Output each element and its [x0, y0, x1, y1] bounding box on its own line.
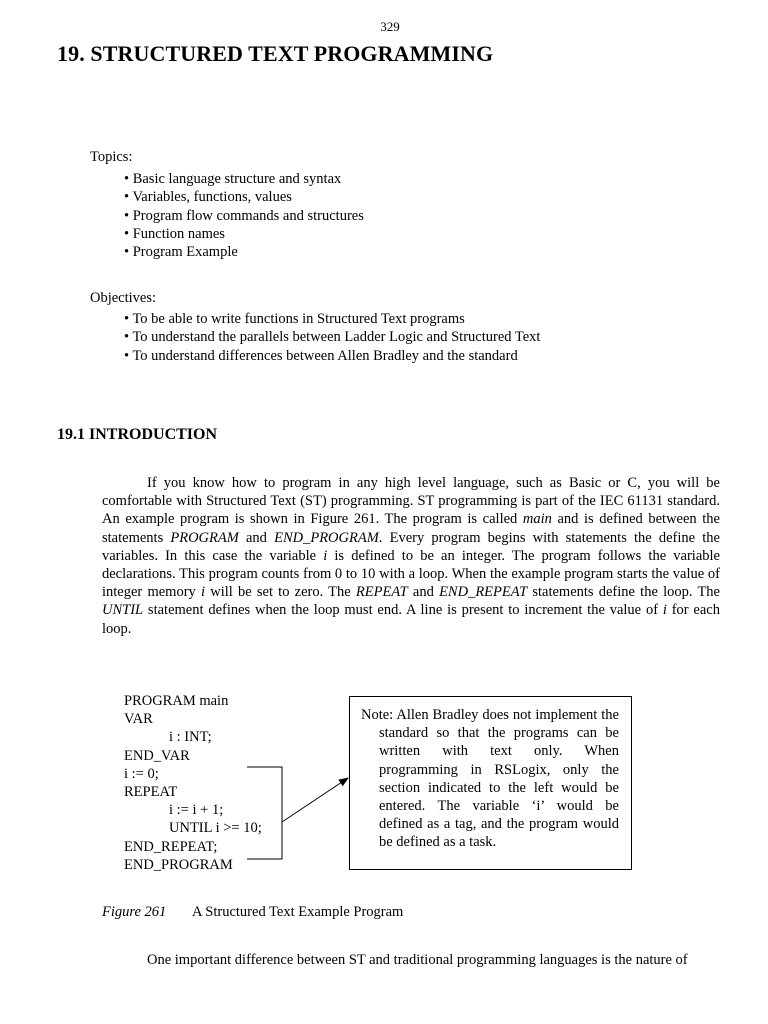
note-text: Note: Allen Bradley does not implement the standard so that the programs can be written with text only. When programming in RSLogix, only the section indicated to the left would be entered. The variable ‘i’ would be defined as a tag, and the program would be defined as a task.: [361, 707, 619, 851]
note-box: [349, 696, 632, 870]
code-line: i : INT;: [169, 729, 212, 746]
code-line: REPEAT: [124, 783, 178, 800]
code-line: i := i + 1;: [169, 802, 224, 819]
figure-label: Figure 261: [102, 904, 167, 920]
figure-caption: [102, 904, 403, 921]
list-item: • To understand differences between Allen Bradley and the standard: [124, 347, 518, 364]
closing-paragraph: One important difference between ST and traditional programming languages is the nature of: [147, 952, 688, 968]
code-line: END_PROGRAM: [124, 856, 233, 873]
code-line: END_REPEAT;: [124, 838, 218, 855]
section-heading: 19.1 INTRODUCTION: [57, 426, 218, 443]
code-listing: [124, 692, 262, 874]
code-line: i := 0;: [124, 765, 159, 782]
intro-paragraph: If you know how to program in any high level language, such as Basic or C, you will be comfortable with Structured Text (ST) programming. ST programming is part of the IEC 61131 standard. An example program is shown in Figure 261. The program is called main and is defined between the statements PROGRAM and END_PROGRAM. Every program begins with statements the define the variables. In this case the variable i is defined to be an integer. The program follows the variable declarations. This program counts from 0 to 10 with a loop. When the example program starts the value of integer memory i will be set to zero. The REPEAT and END_REPEAT statements define the loop. The UNTIL statement defines when the loop must end. A line is present to increment the value of i for each loop.: [102, 475, 720, 637]
objectives-label: Objectives:: [90, 290, 157, 306]
topics-list: [124, 170, 364, 261]
code-line: END_VAR: [124, 747, 190, 764]
arrow-line: [282, 778, 348, 822]
list-item: • Function names: [124, 225, 225, 242]
objectives-list: [124, 310, 540, 365]
list-item: • To understand the parallels between Ladder Logic and Structured Text: [124, 329, 541, 346]
chapter-title: 19. STRUCTURED TEXT PROGRAMMING: [57, 41, 494, 66]
page-number: 329: [380, 19, 400, 34]
list-item: • To be able to write functions in Structured Text programs: [124, 311, 465, 327]
list-item: • Program Example: [124, 244, 238, 261]
figure-title: A Structured Text Example Program: [192, 904, 404, 920]
list-item: • Program flow commands and structures: [124, 207, 364, 224]
code-line: VAR: [124, 711, 153, 728]
list-item: • Variables, functions, values: [124, 189, 292, 206]
list-item: • Basic language structure and syntax: [124, 171, 342, 187]
code-line: UNTIL i >= 10;: [169, 820, 262, 837]
topics-label: Topics:: [90, 149, 133, 165]
code-line: PROGRAM main: [124, 693, 229, 709]
